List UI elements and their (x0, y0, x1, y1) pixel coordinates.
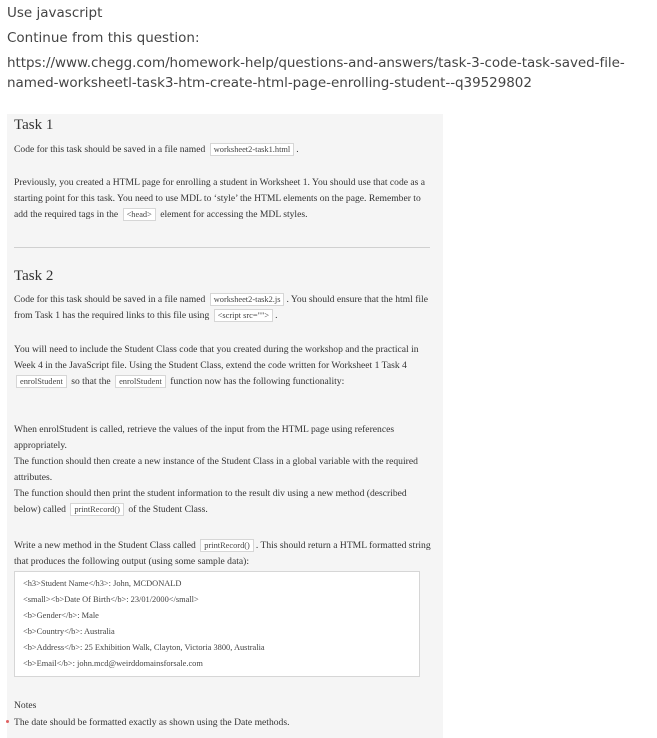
functionality-bullet-3: The function should then print the student information to the result div using a new method (described below) called printRecord() of the Student Class. (14, 488, 407, 515)
enrol-student-code-1: enrolStudent (16, 375, 67, 388)
print-record-code-2: printRecord() (200, 539, 254, 552)
question-link[interactable]: https://www.chegg.com/homework-help/questions-and-answers/task-3-code-task-saved-file-named-worksheetl-task3-htm-create-html-page-enrolling-student--q39529802 (7, 55, 625, 91)
script-src-code: <script src=""> (214, 309, 273, 322)
code-line: <b>Gender</b>: Male (23, 611, 99, 620)
bullet-marker-icon (6, 720, 9, 723)
task-image-panel (7, 114, 443, 738)
task1-filename-code: worksheet2-task1.html (210, 143, 295, 156)
task-divider (14, 247, 430, 248)
head-tag-code: <head> (123, 208, 156, 221)
code-line: <h3>Student Name</h3>: John, MCDONALD (23, 579, 182, 588)
task2-student-class-paragraph: You will need to include the Student Class code that you created during the workshop and the practical in Week 4 in the JavaScript file. Using the Student Class, extend the code written for Worksheet 1 Task 4 enrolStudent so that the enrolStudent function now has the following functionality: (14, 344, 419, 387)
intro-line-2: Continue from this question: (7, 30, 200, 46)
print-record-description: Write a new method in the Student Class called printRecord() . This should return a HTML formatted string that produces the following output (using some sample data): (14, 540, 431, 567)
print-record-code-1: printRecord() (70, 503, 124, 516)
enrol-student-code-2: enrolStudent (115, 375, 166, 388)
functionality-bullet-1: When enrolStudent is called, retrieve the values of the input from the HTML page using references appropriately. (14, 424, 395, 451)
intro-line-1: Use javascript (7, 5, 103, 21)
code-line: <b>Country</b>: Australia (23, 627, 115, 636)
functionality-bullet-2: The function should then create a new instance of the Student Class in a global variable with the required attributes. (14, 456, 418, 483)
task2-heading: Task 2 (14, 268, 54, 284)
task2-filename-code: worksheet2-task2.js (210, 293, 285, 306)
code-line: <b>Address</b>: 25 Exhibition Walk, Clayton, Victoria 3800, Australia (23, 643, 265, 652)
task1-heading: Task 1 (14, 117, 54, 133)
code-line: <small><b>Date Of Birth</b>: 23/01/2000</small> (23, 595, 199, 604)
notes-label: Notes (14, 700, 37, 711)
code-line: <b>Email</b>: john.mcd@weirddomainsforsale.com (23, 659, 203, 668)
sample-output-code-block (14, 571, 420, 677)
task1-description: Previously, you created a HTML page for enrolling a student in Worksheet 1. You should use that code as a starting point for this task. You need to use MDL to ‘style’ the HTML elements on the page. Remember to add the required tags in the <head> element for accessing the MDL styles. (14, 177, 426, 220)
notes-bullet: The date should be formatted exactly as shown using the Date methods. (14, 715, 432, 731)
task2-filename-line: Code for this task should be saved in a file named worksheet2-task2.js . You should ensure that the html file from Task 1 has the required links to this file using <script src=""> . (14, 294, 428, 321)
task1-filename-line: Code for this task should be saved in a file named worksheet2-task1.html . (14, 144, 299, 155)
